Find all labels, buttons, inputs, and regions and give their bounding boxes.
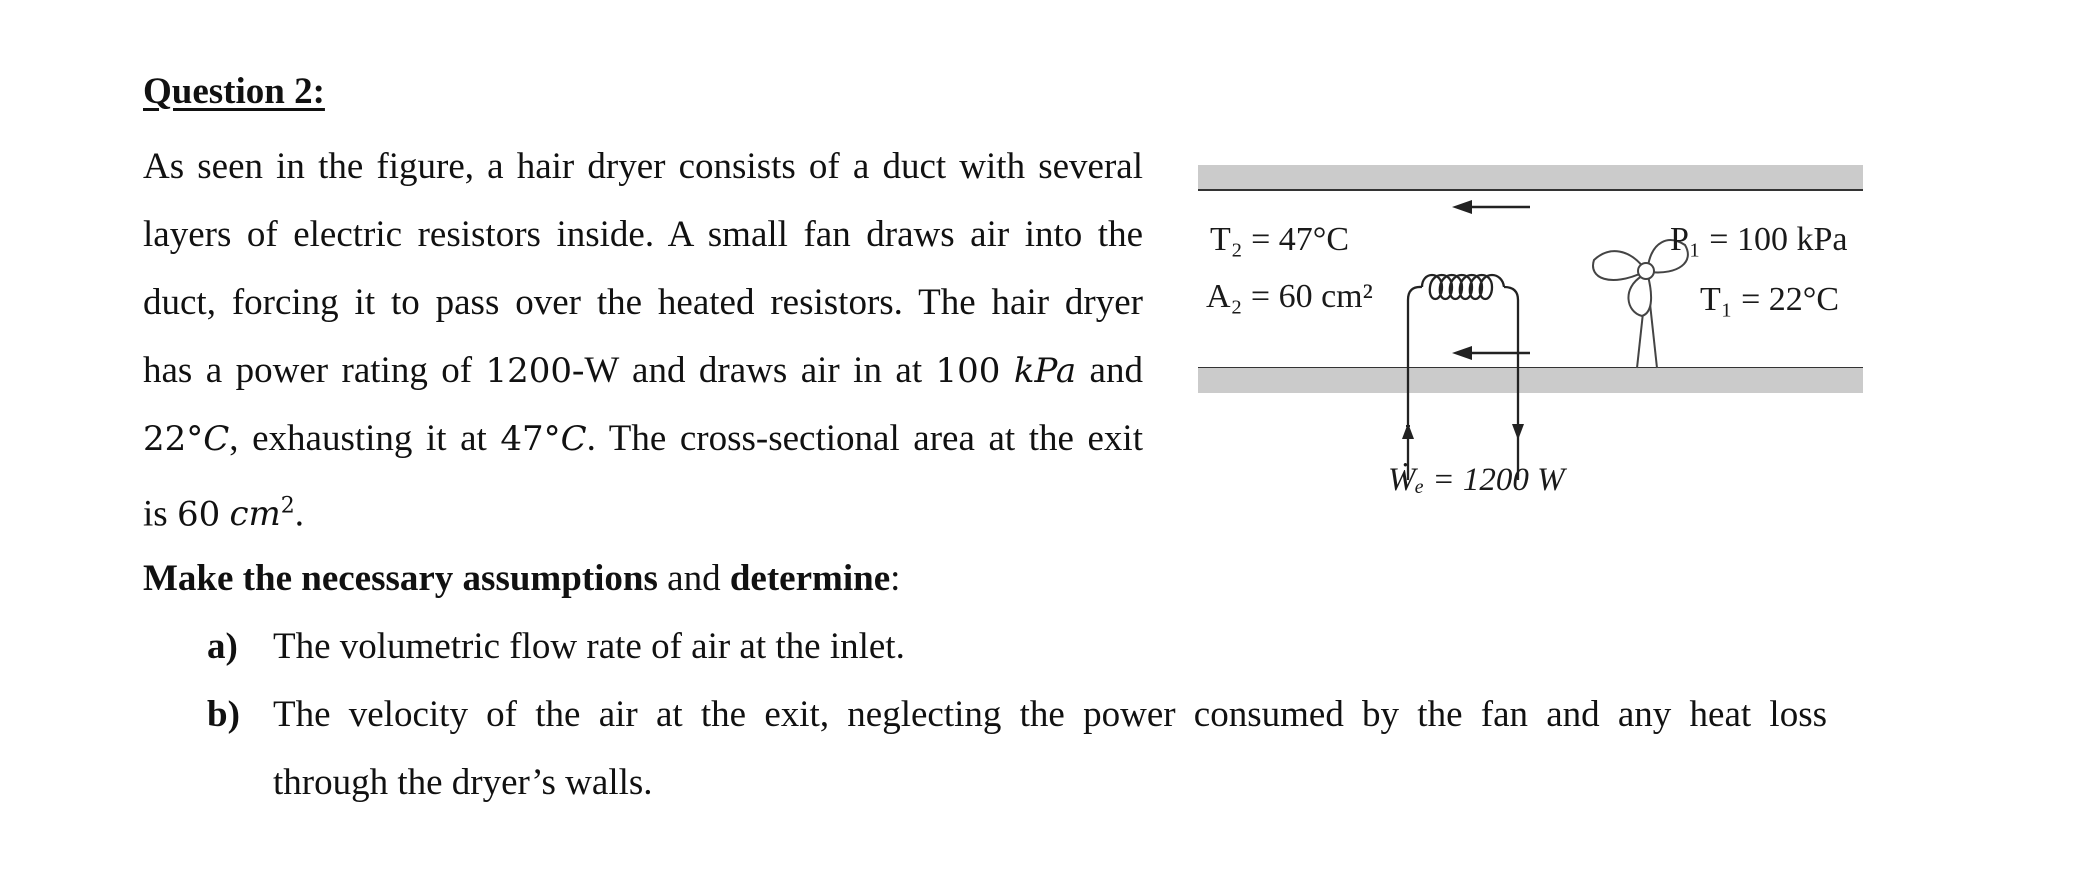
exit-temp-value: 47° (500, 419, 561, 459)
power-arrows (1402, 423, 1524, 440)
instruction-bold: Make the necessary assumptions (143, 558, 658, 599)
power-label: Ẇₑ = 1200 W (1388, 462, 1565, 498)
exit-temp-unit: C (560, 419, 587, 459)
paragraph-line (143, 473, 1143, 541)
fan-icon (1593, 240, 1688, 368)
paragraph-line (143, 405, 1143, 473)
item-tag: b) (207, 694, 240, 735)
item-text-continued: through the dryer’s walls. (273, 762, 653, 803)
list-item (207, 681, 1827, 749)
line-text: has a power rating of (143, 350, 486, 391)
instruction-text: : (890, 558, 901, 599)
line-text: and (1076, 350, 1143, 391)
item-text: The velocity of the air at the exit, neglecting the power consumed by the fan and any heat loss (273, 694, 1827, 735)
paragraph-line: As seen in the figure, a hair dryer consists of a duct with several (143, 146, 1143, 187)
line-text: -W and draws air in at (572, 350, 936, 391)
paragraph-line: layers of electric resistors inside. A small fan draws air into the (143, 214, 1143, 255)
exit-area-label: A₂ = 60 cm² (1206, 278, 1373, 315)
instruction-bold: determine (729, 558, 891, 599)
inlet-temp-label: T₁ = 22°C (1700, 281, 1840, 318)
item-text: The volumetric flow rate of air at the inlet. (273, 626, 905, 667)
flow-arrow-top (1452, 200, 1530, 214)
inlet-pressure-label: P₁ = 100 kPa (1670, 221, 1848, 258)
line-text: . The cross-sectional area at the exit (586, 418, 1143, 459)
pressure-value: 100 (935, 351, 1001, 391)
power-value: 1200 (485, 351, 573, 391)
question-heading: Question 2: (143, 71, 325, 112)
item-tag: a) (207, 626, 238, 667)
hair-dryer-diagram (1190, 150, 1880, 520)
instruction (143, 545, 900, 613)
exit-temp-label: T₂ = 47°C (1210, 221, 1350, 258)
instruction-text: and (657, 558, 730, 599)
line-text: , exhausting it at (229, 418, 501, 459)
list-item (207, 613, 905, 681)
inlet-temp-value: 22° (143, 419, 204, 459)
bottom-wall (1198, 368, 1863, 393)
hair-dryer-figure (1190, 150, 1880, 520)
top-wall (1198, 165, 1863, 190)
question-paragraph (143, 133, 1143, 541)
pressure-unit: kPa (1013, 351, 1077, 391)
area-value: 60 (176, 494, 221, 535)
line-text: . (294, 493, 304, 535)
inlet-temp-unit: C (203, 419, 230, 459)
line-text: is (143, 493, 177, 535)
paragraph-line (143, 337, 1143, 405)
area-unit: $cm^2$ (229, 494, 295, 535)
paragraph-line: duct, forcing it to pass over the heated resistors. The hair dryer (143, 282, 1143, 323)
